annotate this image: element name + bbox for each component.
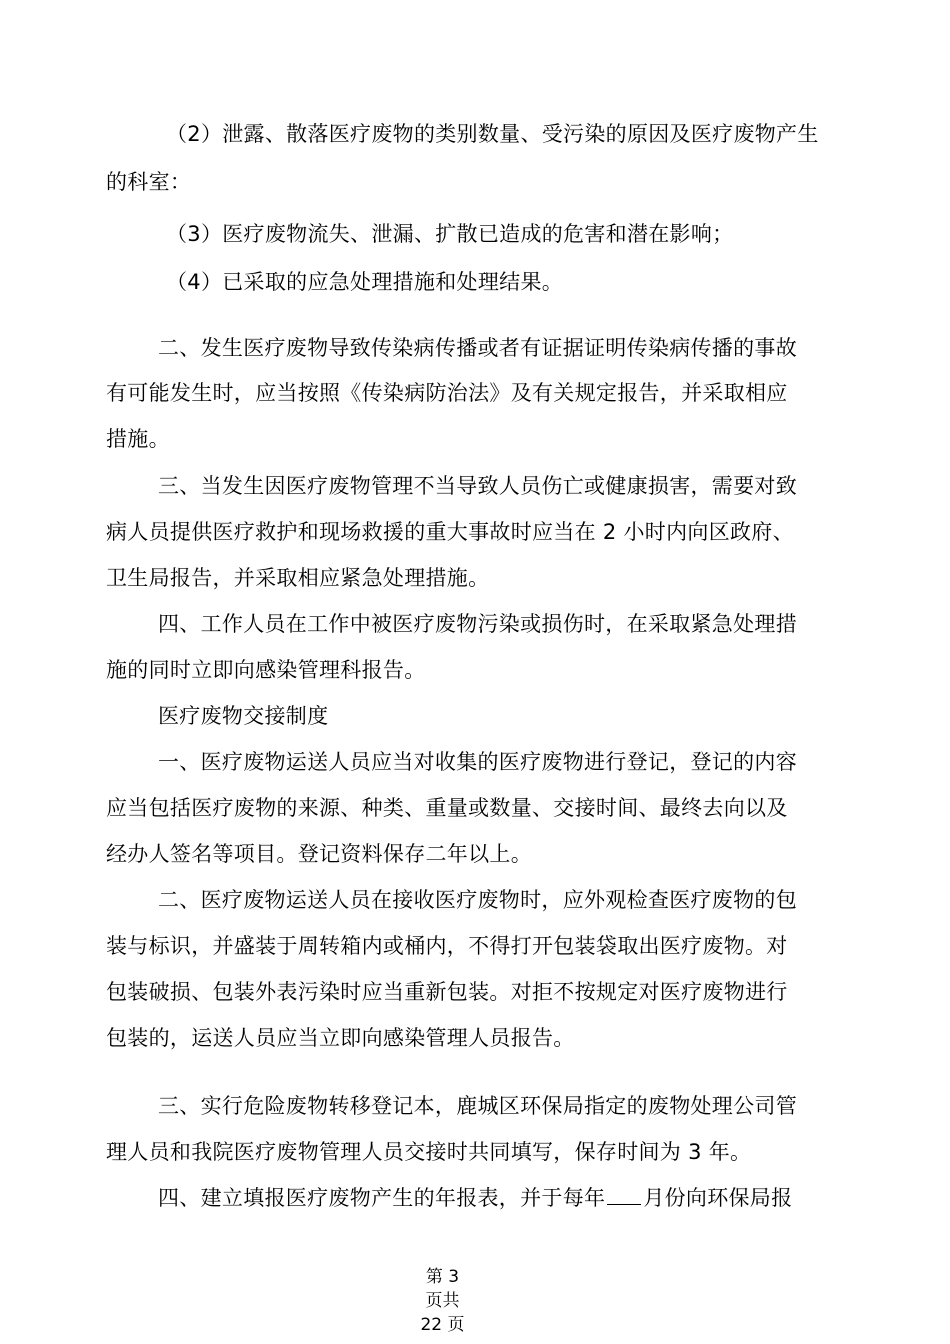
paragraph-line: 理人员和我院医疗废物管理人员交接时共同填写，保存时间为 3 年。 bbox=[106, 1140, 752, 1164]
paragraph-line: 有可能发生时，应当按照《传染病防治法》及有关规定报告，并采取相应 bbox=[106, 381, 788, 405]
page-number-line-1: 第 3 bbox=[425, 1267, 460, 1287]
paragraph-line: 二、发生医疗废物导致传染病传播或者有证据证明传染病传播的事故 bbox=[158, 336, 797, 360]
fill-in-blank bbox=[607, 1186, 641, 1205]
paragraph-line: 三、当发生因医疗废物管理不当导致人员伤亡或健康损害，需要对致 bbox=[158, 474, 797, 498]
paragraph-line: 卫生局报告，并采取相应紧急处理措施。 bbox=[106, 566, 490, 590]
line-text-after-blank: 月份向环保局报 bbox=[643, 1186, 793, 1210]
page-number-line-3: 22 页 bbox=[420, 1315, 465, 1335]
paragraph-line: （4）已采取的应急处理措施和处理结果。 bbox=[166, 270, 564, 294]
paragraph-line: 包装破损、包装外表污染时应当重新包装。对拒不按规定对医疗废物进行 bbox=[106, 980, 788, 1004]
paragraph-line: 四、工作人员在工作中被医疗废物污染或损伤时，在采取紧急处理措 bbox=[158, 612, 797, 636]
page-number-line-2: 页共 bbox=[425, 1291, 460, 1311]
paragraph-line: 病人员提供医疗救护和现场救援的重大事故时应当在 2 小时内向区政府、 bbox=[106, 520, 794, 544]
paragraph-line: （3）医疗废物流失、泄漏、扩散已造成的危害和潜在影响； bbox=[166, 222, 734, 246]
paragraph-line: 措施。 bbox=[106, 427, 170, 451]
paragraph-line: 经办人签名等项目。登记资料保存二年以上。 bbox=[106, 842, 532, 866]
paragraph-line: 装与标识，并盛装于周转箱内或桶内，不得打开包装袋取出医疗废物。对 bbox=[106, 934, 788, 958]
paragraph-line: 包装的，运送人员应当立即向感染管理人员报告。 bbox=[106, 1026, 575, 1050]
paragraph-line: 三、实行危险废物转移登记本，鹿城区环保局指定的废物处理公司管 bbox=[158, 1094, 797, 1118]
paragraph-line: 一、医疗废物运送人员应当对收集的医疗废物进行登记，登记的内容 bbox=[158, 750, 797, 774]
paragraph-line: 应当包括医疗废物的来源、种类、重量或数量、交接时间、最终去向以及 bbox=[106, 796, 788, 820]
line-text-before-blank: 四、建立填报医疗废物产生的年报表，并于每年 bbox=[158, 1186, 606, 1210]
paragraph-line: 二、医疗废物运送人员在接收医疗废物时，应外观检查医疗废物的包 bbox=[158, 888, 797, 912]
paragraph-line-with-blank bbox=[158, 1186, 792, 1210]
section-heading: 医疗废物交接制度 bbox=[158, 704, 329, 728]
paragraph-line: （2）泄露、散落医疗废物的类别数量、受污染的原因及医疗废物产生 bbox=[166, 122, 819, 146]
paragraph-line: 施的同时立即向感染管理科报告。 bbox=[106, 658, 426, 682]
paragraph-line: 的科室： bbox=[106, 170, 192, 194]
